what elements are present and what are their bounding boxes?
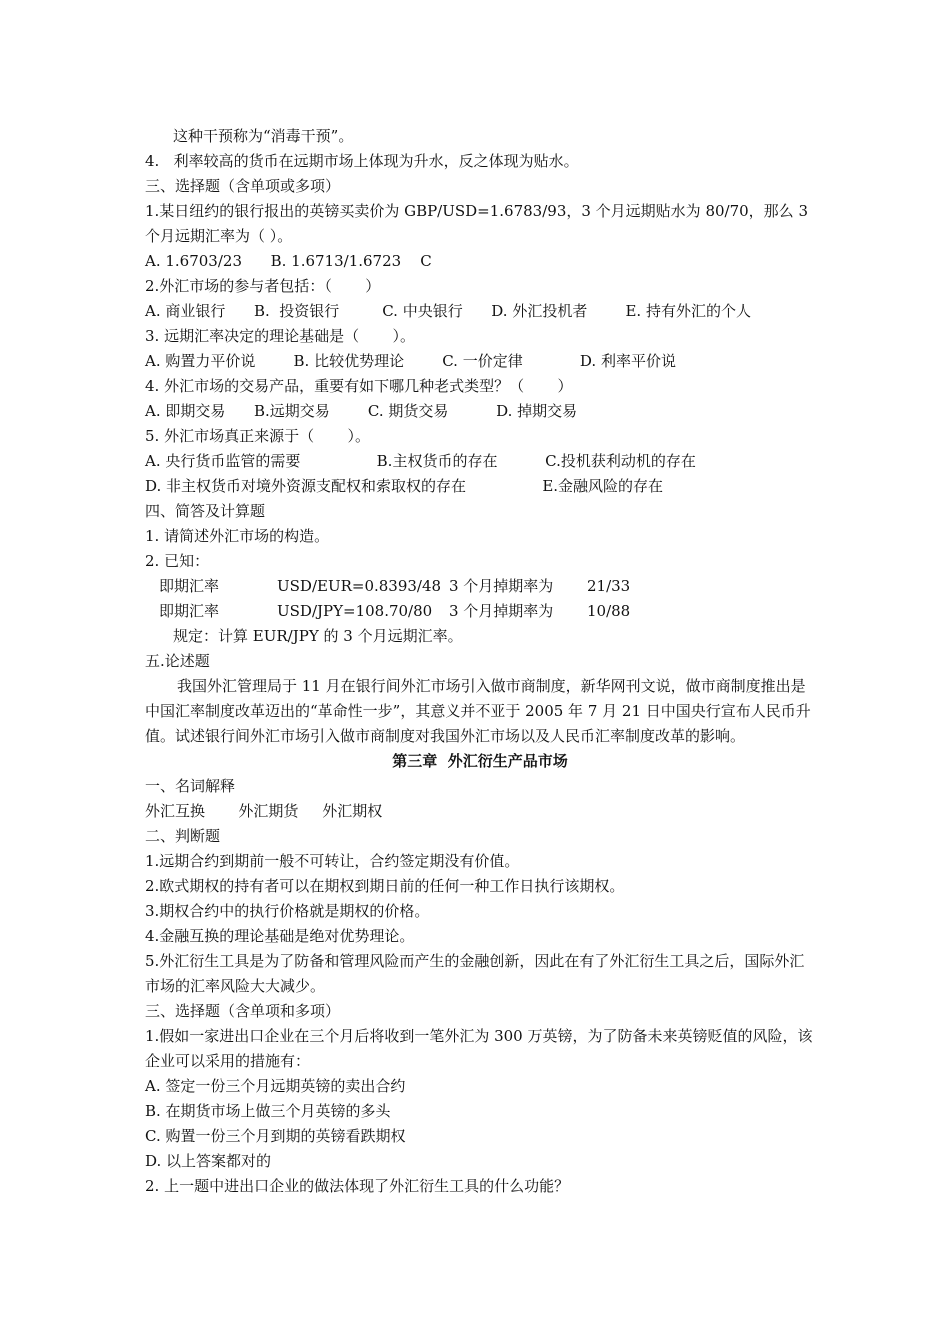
rate-row (145, 574, 815, 599)
essay-paragraph: 我国外汇管理局于 11 月在银行间外汇市场引入做市商制度，新华网刊文说，做市商制度推出是中国汇率制度改革迈出的“革命性一步”，其意义并不亚于 2005 年 7 月 21 日中国央行宣布人民币升值。试述银行间外汇市场引入做市商制度对我国外汇市场以及人民币汇率制度改革的影响。 (145, 677, 811, 745)
section-heading: 四、简答及计算题 (145, 502, 266, 520)
question-text: 2.外汇市场的参与者包括：（ ） (145, 277, 381, 295)
chapter-title: 第三章 外汇衍生产品市场 (392, 752, 568, 770)
term-list: 外汇互换 外汇期货 外汇期权 (145, 802, 383, 820)
question-text: 1.某日纽约的银行报出的英镑买卖价为 GBP/USD=1.6783/93，3 个月远期贴水为 80/70，那么 3 个月远期汇率为（ ）。 (145, 202, 808, 245)
question-text: 5. 外汇市场真正来源于（ ）。 (145, 427, 370, 445)
answer-option: D. 以上答案都对的 (145, 1152, 272, 1170)
section-heading: 二、判断题 (145, 827, 221, 845)
statement-item: 3.期权合约中的执行价格就是期权的价格。 (145, 902, 430, 920)
answer-options: A. 商业银行 B. 投资银行 C. 中央银行 D. 外汇投机者 E. 持有外汇的个人 (145, 302, 751, 320)
question-text: 2. 上一题中进出口企业的做法体现了外汇衍生工具的什么功能？ (145, 1177, 570, 1195)
answer-option: B. 在期货市场上做三个月英镑的多头 (145, 1102, 391, 1120)
answer-options: A. 即期交易 B.远期交易 C. 期货交易 D. 掉期交易 (145, 402, 578, 420)
rate-row (145, 599, 815, 624)
rate-quote: USD/EUR=0.8393/48 (277, 577, 442, 595)
statement-item: 1.远期合约到期前一般不可转让，合约签定期没有价值。 (145, 852, 520, 870)
text-line: 4. 利率较高的货币在远期市场上体现为升水，反之体现为贴水。 (145, 152, 579, 170)
answer-option: A. 签定一份三个月远期英镑的卖出合约 (145, 1077, 406, 1095)
question-text: 2. 已知： (145, 552, 210, 570)
section-heading: 三、选择题（含单项和多项） (145, 1002, 341, 1020)
answer-option: C. 购置一份三个月到期的英镑看跌期权 (145, 1127, 406, 1145)
question-text: 1.假如一家进出口企业在三个月后将收到一笔外汇为 300 万英镑，为了防备未来英镑贬值的风险，该企业可以采用的措施有： (145, 1027, 813, 1070)
text-line: 规定：计算 EUR/JPY 的 3 个月远期汇率。 (173, 627, 463, 645)
swap-label: 3 个月掉期率为 (449, 577, 554, 595)
answer-options: A. 购置力平价说 B. 比较优势理论 C. 一价定律 D. 利率平价说 (145, 352, 676, 370)
question-text: 1. 请简述外汇市场的构造。 (145, 527, 330, 545)
section-heading: 一、名词解释 (145, 777, 236, 795)
question-text: 4. 外汇市场的交易产品，重要有如下哪几种老式类型？（ ） (145, 377, 573, 395)
rate-quote: USD/JPY=108.70/80 (277, 602, 433, 620)
rate-label: 即期汇率 (159, 577, 220, 595)
swap-label: 3 个月掉期率为 (449, 602, 554, 620)
statement-item: 2.欧式期权的持有者可以在期权到期日前的任何一种工作日执行该期权。 (145, 877, 625, 895)
rate-label: 即期汇率 (159, 602, 220, 620)
swap-points: 10/88 (587, 602, 631, 620)
document-body (145, 124, 815, 1199)
answer-options: A. 1.6703/23 B. 1.6713/1.6723 C (145, 252, 432, 270)
statement-item: 5.外汇衍生工具是为了防备和管理风险而产生的金融创新，因此在有了外汇衍生工具之后，国际外汇市场的汇率风险大大减少。 (145, 952, 805, 995)
section-heading: 五.论述题 (145, 652, 210, 670)
section-heading: 三、选择题（含单项或多项） (145, 177, 341, 195)
swap-points: 21/33 (587, 577, 631, 595)
answer-options: D. 非主权货币对境外资源支配权和索取权的存在 E.金融风险的存在 (145, 477, 664, 495)
statement-item: 4.金融互换的理论基础是绝对优势理论。 (145, 927, 415, 945)
answer-options: A. 央行货币监管的需要 B.主权货币的存在 C.投机获利动机的存在 (145, 452, 696, 470)
question-text: 3. 远期汇率决定的理论基础是（ ）。 (145, 327, 415, 345)
text-line: 这种干预称为“消毒干预”。 (173, 127, 354, 145)
